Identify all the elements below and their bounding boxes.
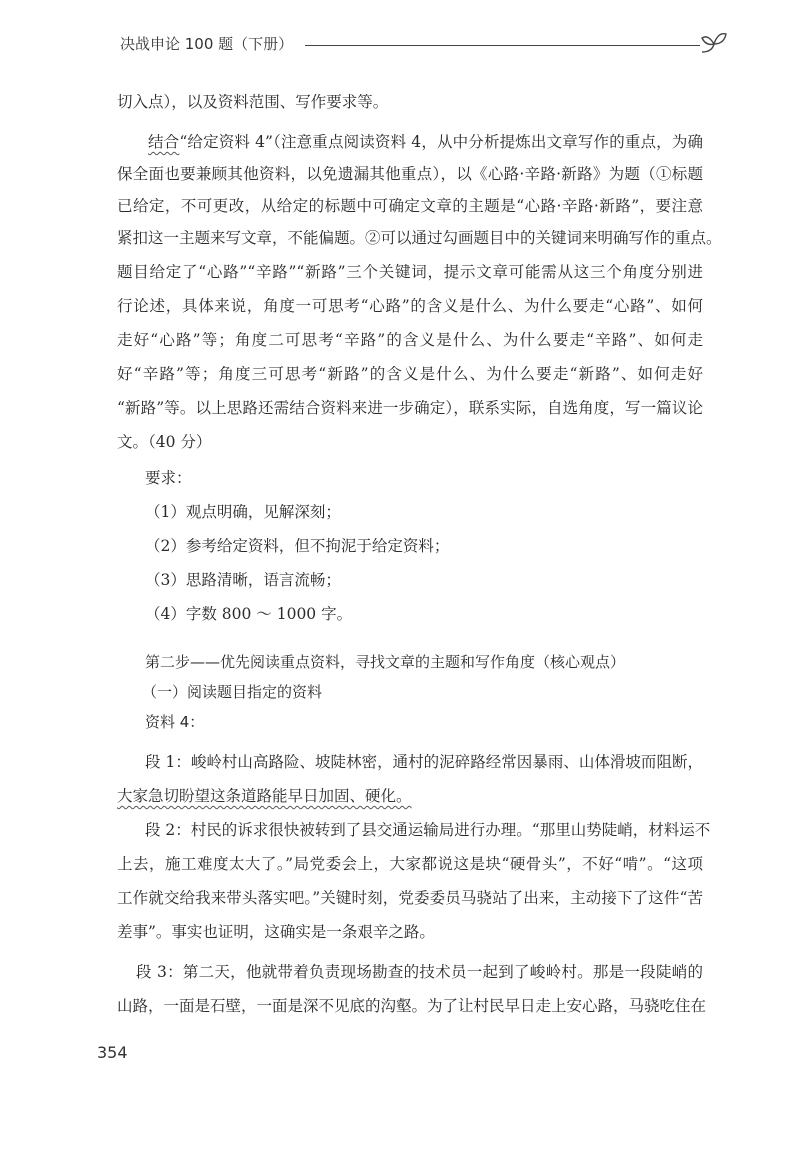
requirement-item-3: （3）思路清晰，语言流畅； (145, 571, 341, 589)
para1-line-2: 保全面也要兼顾其他资料，以免遗漏其他重点），以《心路·辛路·新路》为题（①标题 (117, 165, 703, 183)
segment-2-line-2: 上去，施工难度太大了。”局党委会上，大家都说这是块“硬骨头”，不好“啃”。“这项 (117, 855, 703, 873)
requirement-item-2: （2）参考给定资料，但不拘泥于给定资料； (145, 537, 450, 555)
page-number: 354 (97, 1043, 128, 1062)
header-title: 决战申论 100 题（下册） (120, 33, 301, 54)
header-rule (305, 45, 700, 46)
requirement-item-1: （1）观点明确，见解深刻； (145, 503, 341, 521)
requirement-item-4: （4）字数 800 ～ 1000 字。 (145, 605, 353, 623)
para1-line-3: 已给定，不可更改，从给定的标题中可确定文章的主题是“心路·辛路·新路”，要注意 (117, 197, 703, 215)
para1-line-9: “新路”等。以上思路还需结合资料来进一步确定），联系实际，自选角度，写一篇议论 (117, 399, 703, 417)
step2-subheading: （一）阅读题目指定的资料 (142, 683, 323, 701)
requirements-label: 要求： (145, 469, 192, 487)
segment-2-line-1: 段 2：村民的诉求很快被转到了县交通运输局进行办理。“那里山势陡峭，材料运不 (145, 821, 711, 839)
sprout-icon (700, 30, 728, 58)
segment-1-underlined: 大家急切盼望这条道路能早日加固、硬化。 (117, 787, 412, 805)
segment-3-line-1: 段 3：第二天，他就带着负责现场勘查的技术员一起到了峻岭村。那是一段陡峭的 (136, 963, 703, 981)
para1-line-6: 行论述，具体来说，角度一可思考“心路”的含义是什么、为什么要走“心路”、如何 (117, 297, 703, 315)
para1-lead: 结合 (148, 133, 180, 151)
running-header (120, 30, 730, 60)
segment-1-line-1: 段 1：峻岭村山高路险、坡陡林密，通村的泥碎路经常因暴雨、山体滑坡而阻断， (145, 753, 703, 771)
step2-heading: 第二步——优先阅读重点资料，寻找文章的主题和写作角度（核心观点） (145, 653, 626, 671)
para1-line-7: 走好“心路”等；角度二可思考“辛路”的含义是什么、为什么要走“辛路”、如何走 (117, 331, 703, 349)
para1-line-1-rest: “给定资料 4”（注意重点阅读资料 4，从中分析提炼出文章写作的重点，为确 (179, 133, 703, 151)
segment-3-line-2: 山路，一面是石壁，一面是深不见底的沟壑。为了让村民早日走上安心路，马骁吃住在 (117, 997, 707, 1015)
segment-2-line-3: 工作就交给我来带头落实吧。”关键时刻，党委委员马骁站了出来，主动接下了这件“苦 (117, 889, 703, 907)
para1-line-1 (148, 132, 703, 152)
intro-line: 切入点），以及资料范围、写作要求等。 (117, 93, 389, 111)
para1-line-4: 紧扣这一主题来写文章，不能偏题。②可以通过勾画题目中的关键词来明确写作的重点。 (117, 229, 722, 247)
material-label: 资料 4： (145, 713, 205, 731)
para1-line-10: 文。（40 分） (117, 433, 212, 451)
para1-line-8: 好“辛路”等；角度三可思考“新路”的含义是什么、为什么要走“新路”、如何走好 (117, 365, 703, 383)
para1-line-5: 题目给定了“心路”“辛路”“新路”三个关键词，提示文章可能需从这三个角度分别进 (117, 263, 703, 281)
segment-1-line-2 (117, 786, 703, 806)
segment-2-line-4: 差事”。事实也证明，这确实是一条艰辛之路。 (117, 923, 435, 941)
